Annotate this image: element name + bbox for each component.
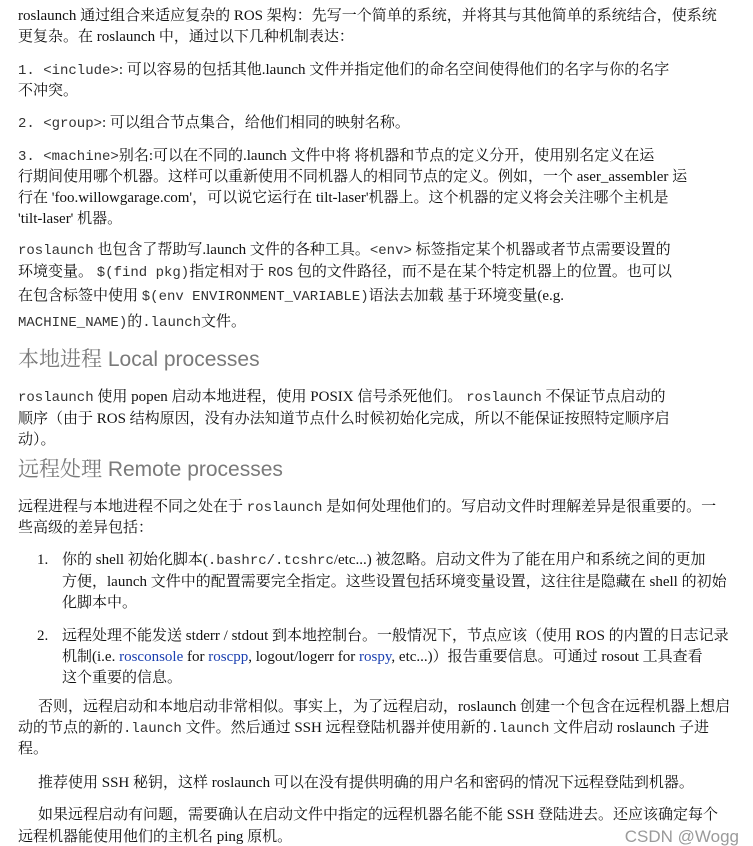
doc-link[interactable]: rosconsole xyxy=(119,649,184,665)
text-line xyxy=(62,668,182,688)
text-line xyxy=(18,146,654,167)
code-text: roslaunch xyxy=(18,390,94,406)
code-text: roslaunch xyxy=(246,500,323,516)
text-segment: 包的文件路径，而不是在某个特定机器上的位置。也可以 xyxy=(293,264,672,280)
section-heading xyxy=(18,457,283,483)
text-segment: 顺序（由于 ROS 结构原因，没有办法知道节点什么时候初始化完成，所以不能保证按照特定顺序启 xyxy=(18,411,670,427)
text-segment: /etc...) 被忽略。启动文件为了能在用户和系统之间的更加 xyxy=(333,552,706,568)
text-segment: : 可以容易的包括其他.launch 文件并指定他们的命名空间使得他们的名字与你的名字 xyxy=(118,62,670,78)
code-text: 3. <machine> xyxy=(18,149,119,165)
heading-text: 远程处理 Remote processes xyxy=(18,458,283,481)
text-segment: 化脚本中。 xyxy=(62,595,138,611)
text-line xyxy=(18,518,153,538)
text-segment: 语法去加载 基于环境变量(e.g. xyxy=(368,288,565,304)
text-segment: 动的节点的新的 xyxy=(18,720,124,736)
text-segment: 标签指定某个机器或者节点需要设置的 xyxy=(411,242,671,258)
text-segment: 文件启动 roslaunch 子进 xyxy=(549,720,709,736)
code-text: 2. <group> xyxy=(18,116,103,132)
text-line xyxy=(62,550,706,571)
text-segment: 机制(i.e. xyxy=(62,649,120,665)
text-line xyxy=(18,387,666,408)
code-text: $(env ENVIRONMENT_VARIABLE) xyxy=(141,289,369,305)
text-line xyxy=(18,409,670,429)
text-line xyxy=(62,626,729,646)
text-segment: 推荐使用 SSH 秘钥，这样 roslaunch 可以在没有提供明确的用户名和密码的情况下远程登陆到机器。 xyxy=(38,775,694,791)
text-segment: 指定相对于 xyxy=(189,264,268,280)
text-segment: 别名:可以在不同的.launch 文件中将 将机器和节点的定义分开，使用别名定义在运 xyxy=(118,148,655,164)
text-segment: 否则，远程启动和本地启动非常相似。事实上，为了远程启动，roslaunch 创建一个包含在远程机器上想启 xyxy=(38,699,731,715)
text-segment: 'tilt-laser' 机器。 xyxy=(18,211,123,227)
text-line xyxy=(18,827,292,846)
text-segment: 如果远程启动有问题，需要确认在启动文件中指定的远程机器名能不能 SSH 登陆进去。还应该确定每个 xyxy=(38,807,719,823)
code-text: MACHINE_NAME) xyxy=(18,315,128,331)
section-heading xyxy=(18,347,260,373)
text-line xyxy=(18,240,671,261)
text-line xyxy=(18,718,709,739)
watermark: CSDN @Wogg xyxy=(624,827,739,846)
text-segment: 行在 'foo.willowgarage.com'，可以说它运行在 tilt-laser'机器上。这个机器的定义将会关注哪个主机是 xyxy=(18,190,669,206)
text-segment: 是如何处理他们的。写启动文件时理解差异是很重要的。一 xyxy=(322,499,717,515)
text-line xyxy=(18,6,717,26)
text-segment: 不冲突。 xyxy=(18,83,79,99)
text-line xyxy=(18,113,410,134)
doc-link[interactable]: roscpp xyxy=(208,649,249,665)
text-segment: 在包含标签中使用 xyxy=(18,288,142,304)
text-line xyxy=(18,60,669,81)
doc-link[interactable]: rospy xyxy=(359,649,392,665)
text-line xyxy=(62,572,727,592)
text-line xyxy=(18,739,48,759)
list-number-1: 1. xyxy=(37,552,49,568)
code-text: <env> xyxy=(369,243,412,259)
text-segment: 你的 shell 初始化脚本( xyxy=(62,552,208,568)
text-line xyxy=(18,286,564,307)
text-segment: 方便，launch 文件中的配置需要完全指定。这些设置包括环境变量设置，这往往是隐藏在 shell 的初始 xyxy=(62,574,727,590)
text-segment: 更复杂。在 roslaunch 中，通过以下几种机制表达： xyxy=(18,29,354,45)
text-segment: , logout/logerr for xyxy=(248,649,360,665)
text-segment: 远程进程与本地进程不同之处在于 xyxy=(18,499,247,515)
code-text: roslaunch xyxy=(18,243,94,259)
code-text: .launch xyxy=(490,721,550,737)
text-segment: 环境变量。 xyxy=(18,264,97,280)
text-line xyxy=(18,188,669,208)
heading-text: 本地进程 Local processes xyxy=(18,348,260,371)
text-line xyxy=(18,167,687,187)
text-segment: 程。 xyxy=(18,741,49,757)
code-text: $(find pkg) xyxy=(96,265,190,281)
text-segment: 行期间使用哪个机器。这样可以重新使用不同机器人的相同节点的定义。例如，一个 aser_assembler 运 xyxy=(18,169,688,185)
text-segment: 这个重要的信息。 xyxy=(62,670,183,686)
text-segment: 使用 popen 启动本地进程，使用 POSIX 信号杀死他们。 xyxy=(93,389,467,405)
text-line xyxy=(18,262,672,283)
text-line xyxy=(38,773,694,793)
code-text: .bashrc/.tcshrc xyxy=(207,553,334,569)
text-line xyxy=(62,593,137,613)
text-line xyxy=(38,697,730,717)
text-line xyxy=(18,430,56,450)
text-segment: roslaunch 通过组合来适应复杂的 ROS 架构：先写一个简单的系统，并将其与其他简单的系统结合，使系统 xyxy=(18,8,717,24)
text-segment: 文件。然后通过 SSH 远程登陆机器并使用新的 xyxy=(181,720,491,736)
text-segment: 的 xyxy=(127,314,143,330)
code-text: roslaunch xyxy=(466,390,542,406)
text-segment: 文件。 xyxy=(201,314,247,330)
text-segment: : 可以组合节点集合，给他们相同的映射名称。 xyxy=(102,115,410,131)
text-segment: 远程处理不能发送 stderr / stdout 到本地控制台。一般情况下，节点应该（使用 ROS 的内置的日志记录 xyxy=(62,628,729,644)
text-line xyxy=(38,805,718,825)
code-text: ROS xyxy=(267,265,294,281)
text-segment: for xyxy=(183,649,209,665)
code-text: .launch xyxy=(142,315,202,331)
text-segment: 远程机器能使用他们的主机名 ping 原机。 xyxy=(18,829,293,845)
text-line xyxy=(18,81,78,101)
code-text: .launch xyxy=(123,721,182,737)
text-segment: 也包含了帮助写.launch 文件的各种工具。 xyxy=(93,242,370,258)
text-segment: 些高级的差异包括： xyxy=(18,520,154,536)
code-text: 1. <include> xyxy=(18,63,119,79)
text-segment: 动）。 xyxy=(18,432,56,448)
text-line xyxy=(18,497,716,518)
text-line xyxy=(18,312,246,333)
text-segment: 不保证节点启动的 xyxy=(541,389,666,405)
list-number-2: 2. xyxy=(37,628,49,644)
text-line xyxy=(62,647,703,667)
text-segment: , etc...)）报告重要信息。可通过 rosout 工具查看 xyxy=(391,649,703,665)
text-line xyxy=(18,209,122,229)
text-line xyxy=(18,27,354,47)
